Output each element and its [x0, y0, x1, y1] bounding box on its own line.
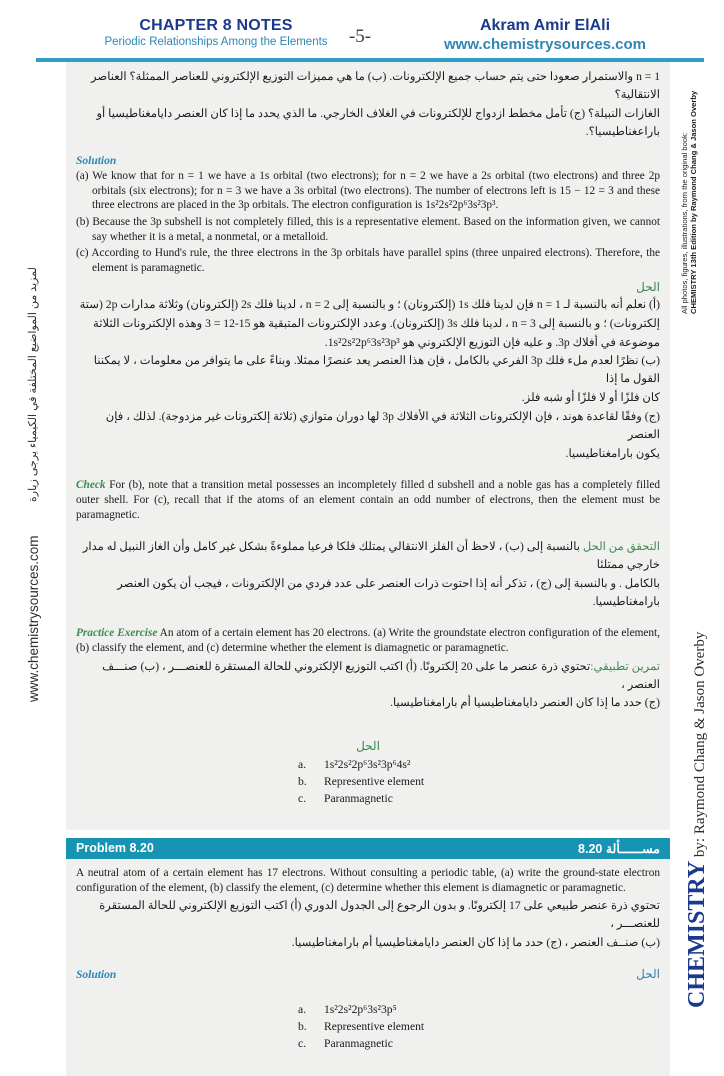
- example-block: [66, 62, 670, 830]
- credit-line-2: CHEMISTRY 13th Edition by Raymond Chang & Jason Overby: [689, 90, 698, 314]
- example-answers-label: الحل: [356, 739, 380, 754]
- page-header: [0, 0, 724, 62]
- spacer: [76, 142, 660, 150]
- book-title-text: CHEMISTRY: [684, 860, 710, 1008]
- page-number: -5-: [348, 26, 372, 47]
- answer-letter: c.: [298, 1036, 307, 1050]
- author-name: Akram Amir ElAli: [479, 17, 611, 34]
- spacer: [76, 524, 660, 538]
- spacer: [76, 464, 660, 478]
- credit-line-1: All photos, figures, illustrations, from the original book:: [680, 132, 689, 314]
- answer-text: Representive element: [324, 1019, 425, 1033]
- example-hal-c-2: يكون بارامغناطيسيا.: [565, 447, 660, 461]
- list-item: [76, 757, 660, 774]
- example-hal-a-3: موضوعة في أفلاك 3p. و عليه فإن التوزيع الإلكتروني هو 1s²2s²2p⁶3s²3p³.: [324, 335, 660, 349]
- check-label-ar: التحقق من الحل: [582, 540, 660, 554]
- check-label: Check: [76, 479, 106, 492]
- practice-text: An atom of a certain element has 20 electrons. (a) Write the groundstate electron configuration of the element, (b) classify the element, and (c) determine whether the element is diamagnetic or paramagnetic.: [76, 627, 660, 654]
- spacer: [76, 612, 660, 626]
- example-hal-a-1: (أ) نعلم أنه بالنسبة لـ n = 1 فإن لدينا فلك 1s (إلكترونان) ؛ و بالنسبة إلى n = 2 ، لدينا فلك 2s (إلكترونان) وثلاثة مدارات 2p (ستة: [79, 297, 660, 311]
- main-content: [66, 62, 670, 1076]
- check-ar-text-1: بالنسبة إلى (ب) ، لاحظ أن الفلز الانتقالي يمتلك فلكا فرعيا مملوءةً بشكل غير كامل وأن الغاز النبيل له مدار خارجي ممتلئا: [82, 540, 660, 572]
- answer-text: 1s²2s²2p⁶3s²3p⁶4s²: [324, 758, 411, 772]
- problem-text-en: A neutral atom of a certain element has 17 electrons. Without consulting a periodic table, (a) write the ground-state electron configuration of the element, (b) classify the element, (c) determine whether this element is diamagnetic or paramagnetic.: [76, 866, 660, 894]
- website-link[interactable]: www.chemistrysources.com: [443, 35, 647, 53]
- list-item: [76, 774, 660, 791]
- practice-label: Practice Exercise: [76, 627, 158, 640]
- problem-text-ar-2: (ب) صنــف العنصر ، (ج) حدد ما إذا كان العنصر دايامغناطيسيا أم بارامغناطيسيا.: [291, 936, 660, 950]
- left-margin-arabic-note: لمزيد من المواضيع المختلفة في الكيمياء يرجى زيارة: [27, 267, 39, 502]
- list-item: [76, 1002, 660, 1019]
- example-solution-b: (b) Because the 3p subshell is not completely filled, this is a representative element. Based on the information given, we cannot say whether it is a metal, a nonmetal, or a metalloid.: [76, 215, 660, 243]
- example-check-ar-1: [76, 538, 660, 574]
- spacer: [76, 1052, 660, 1066]
- problem-body: [66, 859, 670, 1076]
- header-left-block: [66, 18, 366, 48]
- spacer: [66, 830, 670, 838]
- problem-solution-label: Solution: [76, 969, 117, 982]
- example-practice: [76, 626, 660, 655]
- answer-letter: a.: [298, 758, 307, 772]
- header-right-block: [390, 17, 700, 53]
- list-item: [76, 1019, 660, 1036]
- example-answer-list: [76, 757, 660, 807]
- answer-letter: b.: [298, 775, 307, 789]
- practice-ar-text-1: تحتوي ذرة عنصر ما على 20 إلكترونًا. (أ) اكتب التوزيع الإلكتروني للحالة المستقرة للعنصـــر ، (ب) صنـــف العنصر ،: [102, 659, 660, 691]
- example-hal-b-2: كان فلزًا أو لا فلزًا أو شبه فلز.: [521, 391, 660, 405]
- problem-answer-list: [76, 1002, 660, 1052]
- answer-letter: c.: [298, 792, 307, 806]
- spacer: [76, 953, 660, 967]
- example-hal-a-2: إلكترونات) ؛ و بالنسبة إلى n = 3 ، لدينا فلك 3s (إلكترونان). وعدد الإلكترونات المتبقية هو 15-12 = 3 وهذه الإلكترونات الثلاثة: [93, 316, 660, 330]
- example-question-ar-2: الغازات النبيلة؟ (ج) تأمل مخطط ازدواج للإلكترونات في الغلاف الخارجي. ما الذي يحدد ما إذا كان العنصر دايامغناطيسيا أو باراعغناطيسيا؟.: [96, 106, 660, 138]
- example-check: [76, 478, 660, 522]
- problem-text-ar-1: تحتوي ذرة عنصر طبيعي على 17 إلكترونًا. و بدون الرجوع إلى الجدول الدوري (أ) اكتب التوزيع الإلكتروني للحالة المستقرة للعنصـــر ،: [99, 899, 660, 931]
- answer-text: Paranmagnetic: [324, 1036, 393, 1050]
- check-text: For (b), note that a transition metal possesses an incompletely filled d subshell and a noble gas has a completely filled outer shell. For (c), recall that if the atoms of an element contain an odd number of electrons, then the element must be paramagnetic.: [76, 479, 660, 521]
- answer-text: Representive element: [324, 775, 425, 789]
- right-margin-book-title: [666, 631, 724, 1024]
- problem-title-ar: مســــــألة 8.20: [578, 841, 660, 856]
- spacer: [76, 808, 660, 822]
- solution-label: Solution: [76, 154, 117, 167]
- book-byline: by: Raymond Chang & Jason Overby: [692, 631, 708, 861]
- example-practice-ar-2: (ج) حدد ما إذا كان العنصر دايامغناطيسيا أم بارامغناطيسيا.: [390, 696, 660, 710]
- answer-letter: b.: [298, 1019, 307, 1033]
- answer-letter: a.: [298, 1003, 307, 1017]
- problem-header-bar: [66, 838, 670, 859]
- example-solution-a: (a) We know that for n = 1 we have a 1s orbital (two electrons); for n = 2 we have a 2s orbital (two electrons) and three 2p orbitals (six electrons); for n = 3 we have a 3s orbital (two electrons). The number of electrons left is 15 − 12 = 3 and these three electrons are placed in the 3p orbitals. The electron configuration is 1s²2s²2p⁶3s²3p³.: [76, 169, 660, 212]
- list-item: [76, 791, 660, 808]
- page-subtitle: Periodic Relationships Among the Elements: [104, 35, 328, 48]
- spacer: [76, 982, 660, 1002]
- example-hal-b-1: (ب) نظرًا لعدم ملء فلك 3p الفرعي بالكامل ، فإن هذا العنصر يعد عنصرًا ممثلا. وبناءً على ما يتوافر من معلومات ، لا يمكننا القول ما إذا: [93, 354, 660, 386]
- answer-text: 1s²2s²2p⁶3s²3p⁵: [324, 1003, 397, 1017]
- page-title: CHAPTER 8 NOTES: [139, 17, 293, 34]
- list-item: [76, 1036, 660, 1053]
- example-hal-c-1: (ج) وفقًا لقاعدة هوند ، فإن الإلكترونات الثلاثة في الأفلاك 3p لها دوران متوازي (ثلاثة إلكترونات غير مزدوجة). لذلك ، فإن العنصر: [105, 410, 660, 442]
- left-margin: [0, 62, 40, 722]
- example-solution-c: (c) According to Hund's rule, the three electrons in the 3p orbitals have parallel spins (three unpaired electrons). Therefore, the element is paramagnetic.: [76, 247, 660, 274]
- left-margin-website[interactable]: www.chemistrysources.com: [26, 535, 41, 702]
- problem-title-en: Problem 8.20: [76, 841, 154, 856]
- problem-solution-label-ar: الحل: [636, 967, 660, 982]
- book-title: [684, 632, 711, 1008]
- practice-label-ar: تمرين تطبيقي:: [590, 659, 660, 673]
- example-hal-label: الحل: [636, 279, 660, 294]
- spacer: [76, 713, 660, 733]
- example-check-ar-2: بالكامل . و بالنسبة إلى (ج) ، تذكر أنه إذا احتوت ذرات العنصر على عدد فردي من الإلكترونات ، فيجب أن يكون العنصر بارامغناطيسيا.: [117, 577, 660, 609]
- problem-block: [66, 838, 670, 1076]
- problem-solution-row: [76, 967, 660, 982]
- example-question-ar-1: n = 1 والاستمرار صعودا حتى يتم حساب جميع الإلكترونات. (ب) ما هي مميزات التوزيع الإلكتروني للعناصر الممثلة؟ العناصر الانتقالية؟: [91, 70, 660, 101]
- example-practice-ar-1: [76, 658, 660, 694]
- answer-text: Paranmagnetic: [324, 792, 393, 806]
- right-margin-credits: [674, 62, 714, 362]
